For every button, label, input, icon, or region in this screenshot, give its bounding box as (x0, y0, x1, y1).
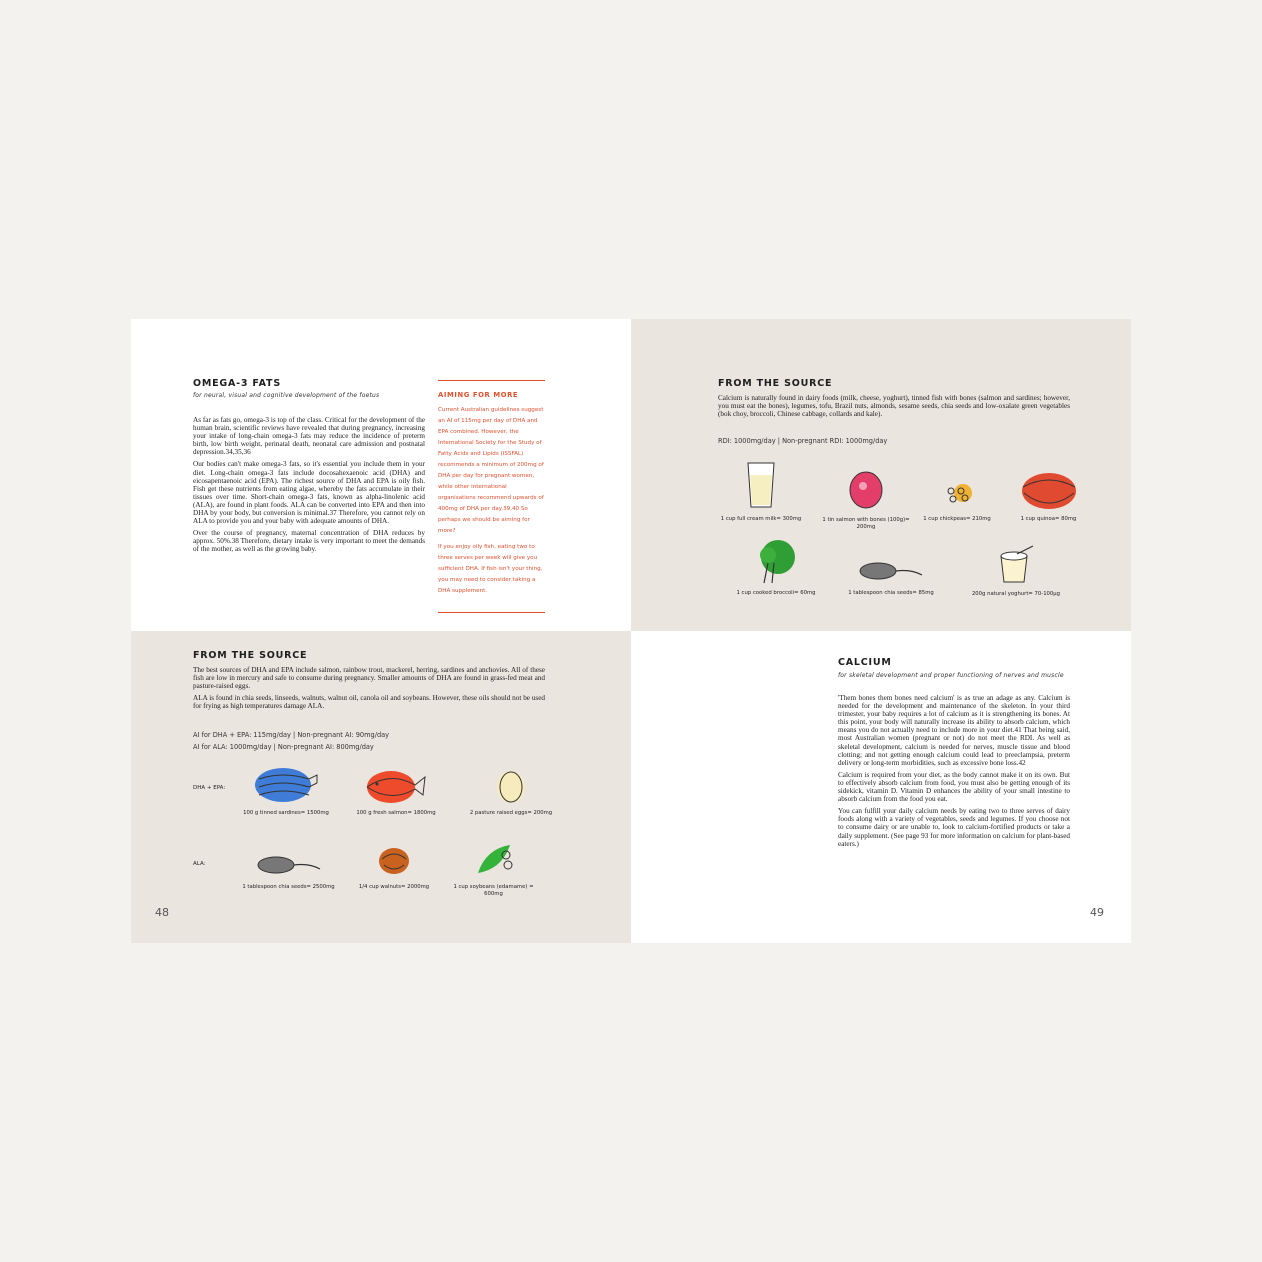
yoghurt-cup-icon (993, 544, 1039, 586)
calcium-title: CALCIUM (838, 657, 892, 668)
salmon-tin-icon (846, 464, 886, 512)
food-caption: 1/4 cup walnuts= 2000mg (358, 884, 430, 890)
food-item (456, 769, 566, 817)
walnuts-icon (374, 843, 414, 879)
food-item (917, 479, 997, 523)
food-item (726, 537, 826, 597)
milk-glass-icon (744, 459, 778, 511)
calcium-paragraph: Calcium is required from your diet, as the body cannot make it on its own. But to effectively absorb calcium from food, you must also be getting enough of its sidekick, vitamin D. Vitamin D enhances the ability of your small intestine to absorb calcium from the food you eat. (838, 770, 1070, 804)
dha-sources-body (193, 666, 545, 714)
food-caption: 200g natural yoghurt= 70-100µg (971, 591, 1061, 597)
eggs-icon (491, 769, 531, 805)
food-item (836, 557, 946, 597)
omega3-title: OMEGA-3 FATS (193, 378, 281, 389)
calcium-sources-section (631, 319, 1131, 631)
dha-sources-paragraph: ALA is found in chia seeds, linseeds, walnuts, walnut oil, canola oil and soybeans. However, these oils should not be used for frying as high temperatures damage ALA. (193, 694, 545, 711)
dha-row-label: DHA + EPA: (193, 785, 226, 791)
food-caption: 1 cup chickpeas= 210mg (923, 516, 991, 522)
calcium-sources-title: FROM THE SOURCE (718, 378, 833, 389)
sidebar-title: AIMING FOR MORE (438, 391, 519, 399)
chickpeas-icon (939, 479, 975, 511)
food-caption: 2 pasture raised eggs= 200mg (469, 810, 553, 816)
aiming-for-more-sidebar (438, 380, 545, 613)
quinoa-bowl-icon (1020, 469, 1078, 511)
broccoli-icon (748, 537, 804, 585)
omega3-paragraph: Over the course of pregnancy, maternal concentration of DHA reduces by approx. 50%.38 Therefore, dietary intake is very important to meet the demands of the mother, as well as the growing baby. (193, 529, 425, 554)
food-item (231, 851, 346, 891)
sidebar-paragraph: If you enjoy oily fish, eating two to three serves per week will give you sufficient DHA. If fish isn't your thing, you may need to consider taking a DHA supplement. (438, 544, 543, 594)
food-item (716, 459, 806, 523)
food-item (349, 843, 439, 891)
ala-ai-line: AI for ALA: 1000mg/day | Non-pregnant AI: 800mg/day (193, 743, 374, 751)
ala-row-label: ALA: (193, 861, 206, 867)
food-item (1001, 469, 1096, 523)
calcium-body (838, 694, 1070, 852)
food-caption: 100 g tinned sardines= 1500mg (243, 810, 329, 816)
dha-sources-title: FROM THE SOURCE (193, 650, 308, 661)
omega3-paragraph: Our bodies can't make omega-3 fats, so it's essential you include them in your diet. Long-chain omega-3 fats include docosahexaenoic acid (DHA) and eicosapentaenoic acid (EPA). The richest source of DHA and EPA is oily fish. Fish get these nutrients from eating algae, whereby the fats accumulate in their tissues over time. Short-chain omega-3 fats, known as alpha-linolenic acid (ALA), are found in plant foods. ALA can be converted into EPA and then into DHA by your body, but conversion is minimal.37 Therefore, you cannot rely on ALA to provide you and your baby with adequate amounts of DHA. (193, 460, 425, 526)
food-caption: 1 cup quinoa= 80mg (1020, 516, 1077, 522)
calcium-sources-body: Calcium is naturally found in dairy foods (milk, cheese, yoghurt), tinned fish with bones (salmon and sardines; however, you must eat the bones), legumes, tofu, Brazil nuts, almonds, sesame seeds, chia seeds and low-oxalate green vegetables (bok choy, broccoli, Chinese cabbage, collards and kale). (718, 394, 1070, 419)
food-item (346, 765, 446, 817)
dha-ai-line: AI for DHA + EPA: 115mg/day | Non-pregnant AI: 90mg/day (193, 731, 390, 739)
food-item (821, 464, 911, 531)
food-caption: 1 cup soybeans (edamame) = 600mg (453, 884, 534, 897)
omega3-body (193, 416, 425, 558)
sidebar-paragraph: Current Australian guidelines suggest an AI of 115mg per day of DHA and EPA combined. However, the International Society for the Study of Fatty Acids and Lipids (ISSFAL) recommends a minimum of 200mg of DHA per day for pregnant women, while other international organisations recommend upwards of 400mg of DHA per day.39,40 So perhaps we should be aiming for more? (438, 407, 544, 534)
omega3-paragraph: As far as fats go, omega-3 is top of the class. Critical for the development of the human brain, scientific reviews have revealed that during pregnancy, increasing your intake of long-chain omega-3 fats may reduce the incidence of preterm birth, low birth weight, perinatal death, neonatal care admission and postnatal depression.34,35,36 (193, 416, 425, 457)
calcium-subtitle: for skeletal development and proper functioning of nerves and muscle (838, 672, 1064, 679)
chia-spoon-icon (856, 557, 926, 585)
dha-sources-section (131, 631, 631, 943)
food-caption: 1 tablespoon chia seeds= 2500mg (242, 884, 335, 890)
calcium-section (631, 631, 1131, 943)
food-item (231, 765, 341, 817)
omega3-section (131, 319, 631, 631)
calcium-rdi: RDI: 1000mg/day | Non-pregnant RDI: 1000mg/day (718, 437, 888, 445)
omega3-subtitle: for neural, visual and cognitive development of the foetus (193, 392, 380, 399)
food-item (956, 544, 1076, 598)
book-spread (131, 319, 1131, 943)
page-number-left: 48 (155, 906, 169, 919)
food-item (446, 839, 541, 898)
page-number-right: 49 (1090, 906, 1104, 919)
dha-sources-paragraph: The best sources of DHA and EPA include salmon, rainbow trout, mackerel, herring, sardines and anchovies. All of these fish are low in mercury and safe to consume during pregnancy. Smaller amounts of DHA are found in grass-fed meat and pasture-raised eggs. (193, 666, 545, 691)
soybeans-icon (472, 839, 516, 879)
calcium-paragraph: You can fulfill your daily calcium needs by eating two to three serves of dairy foods along with a variety of vegetables, seeds and legumes. If you choose not to consume dairy or are unable to, look to calcium-fortified products or take a daily supplement. (See page 93 for more information on calcium for plant-based eaters.) (838, 807, 1070, 848)
food-caption: 1 cup cooked broccoli= 60mg (736, 590, 816, 596)
food-caption: 1 cup full cream milk= 300mg (720, 516, 802, 522)
chia-spoon-icon (254, 851, 324, 879)
food-caption: 1 tablespoon chia seeds= 85mg (848, 590, 934, 596)
food-caption: 1 tin salmon with bones (100g)= 200mg (822, 517, 910, 530)
salmon-icon (363, 765, 429, 805)
calcium-paragraph: 'Them bones them bones need calcium' is as true an adage as any. Calcium is needed for the development and maintenance of the skeleton. In your third trimester, your baby requires a lot of calcium as it is strengthening its bones. At this point, your body will naturally increase its ability to absorb calcium, which means you do not actually need to include more in your diet.41 That being said, most Australian women (pregnant or not) do not meet the RDI. As well as skeletal development, calcium is needed for nerves, muscle tissue and blood clotting; and not getting enough calcium could lead to preeclampsia, preterm delivery or long-term morbidities, such as excessive bone loss.42 (838, 694, 1070, 767)
sardines-icon (253, 765, 319, 805)
food-caption: 100 g fresh salmon= 1800mg (356, 810, 436, 816)
